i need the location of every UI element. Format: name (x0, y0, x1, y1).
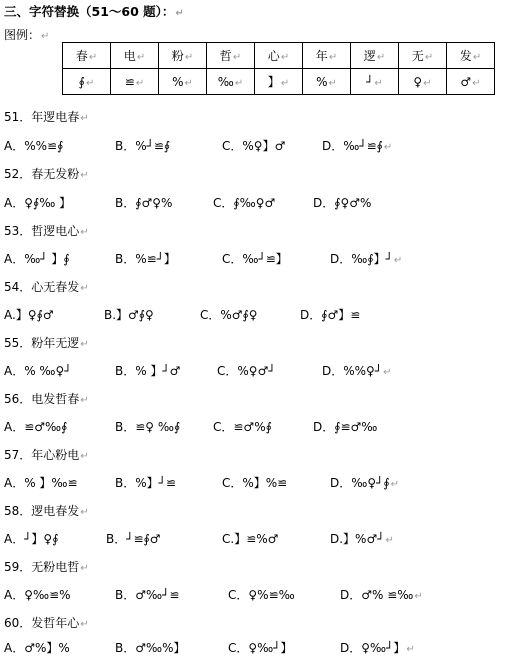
q57-option-b: B．%】┘≌ (115, 476, 176, 490)
section-title: 三、字符替换（51～60 题）：↵ (4, 4, 184, 19)
legend-char: 粉↵ (159, 43, 207, 69)
legend-symbol: ‰↵ (207, 69, 255, 95)
q52-option-d: D．∮♀♂% (313, 196, 372, 210)
q56-option-a: A．≌♂‰∮ (4, 420, 68, 434)
q53-option-a: A．‰┘ 】∮ (4, 252, 70, 266)
legend-symbol: %↵ (159, 69, 207, 95)
q59-option-b: B．♂‰┘≌ (115, 588, 180, 602)
legend-char: 无↵ (399, 43, 447, 69)
legend-char-row (63, 43, 495, 69)
q52-option-c: C．∮‰♀♂ (213, 196, 276, 210)
question-56-stem: 56．电发哲春↵ (4, 392, 89, 406)
legend-char: 逻↵ (351, 43, 399, 69)
q58-option-c: C.】≌%♂ (222, 532, 279, 546)
legend-symbol: ≌↵ (111, 69, 159, 95)
legend-char: 发↵ (447, 43, 495, 69)
q51-option-d: D．‰┘≌∮↵ (322, 139, 393, 153)
legend-char: 心↵ (255, 43, 303, 69)
question-59-stem: 59．无粉电哲↵ (4, 560, 89, 574)
legend-symbol: 】↵ (255, 69, 303, 95)
legend-char: 年↵ (303, 43, 351, 69)
q56-option-b: B．≌♀ ‰∮ (115, 420, 181, 434)
q55-option-d: D．%%♀┘↵ (322, 364, 392, 378)
q60-option-d: D．♀‰┘】↵ (340, 641, 415, 655)
question-60-stem: 60．发哲年心↵ (4, 616, 89, 630)
q54-option-b: B.】♂∮♀ (104, 308, 154, 322)
q58-option-b: B．┘≌∮♂ (106, 532, 161, 546)
q56-option-d: D．∮≌♂‰ (313, 420, 378, 434)
legend-char: 哲↵ (207, 43, 255, 69)
q55-option-a: A．% ‰♀┘ (4, 364, 72, 378)
q57-option-a: A．% 】‰≌ (4, 476, 78, 490)
q56-option-c: C．≌♂%∮ (213, 420, 272, 434)
question-51-stem: 51．年逻电春↵ (4, 110, 89, 124)
q59-option-c: C．♀%≌‰ (228, 588, 295, 602)
q51-option-c: C．%♀】♂ (222, 139, 286, 153)
q55-option-c: C．%♀♂┘ (217, 364, 276, 378)
legend-char: 电↵ (111, 43, 159, 69)
q52-option-a: A．♀∮‰ 】 (4, 196, 72, 210)
q60-option-c: C．♀‰┘】 (228, 641, 293, 655)
q51-option-a: A．%%≌∮ (4, 139, 64, 153)
legend-symbol-row (63, 69, 495, 95)
q60-option-b: B．♂‰%】 (115, 641, 186, 655)
q53-option-c: C．‰┘≌】 (222, 252, 288, 266)
q59-option-a: A．♀‰≌% (4, 588, 71, 602)
q57-option-c: C．%】%≌ (222, 476, 288, 490)
q54-option-c: C．%♂∮♀ (200, 308, 258, 322)
legend-label: 图例：↵ (4, 28, 50, 42)
q55-option-b: B．% 】┘♂ (115, 364, 181, 378)
legend-table (62, 42, 495, 95)
question-58-stem: 58．逻电春发↵ (4, 504, 89, 518)
q58-option-a: A．┘】♀∮ (4, 532, 59, 546)
q58-option-d: D.】%♂┘↵ (330, 532, 394, 546)
q57-option-d: D．‰♀┘∮↵ (330, 476, 399, 490)
legend-symbol: %↵ (303, 69, 351, 95)
q53-option-d: D．‰∮】┘↵ (330, 252, 403, 266)
q52-option-b: B．∮♂♀% (115, 196, 173, 210)
question-55-stem: 55．粉年无逻↵ (4, 336, 89, 350)
question-57-stem: 57．年心粉电↵ (4, 448, 89, 462)
q59-option-d: D．♂% ≌‰↵ (340, 588, 423, 602)
legend-symbol: ♀↵ (399, 69, 447, 95)
q54-option-a: A.】♀∮♂ (4, 308, 54, 322)
question-53-stem: 53．哲逻电心↵ (4, 224, 89, 238)
question-54-stem: 54．心无春发↵ (4, 280, 89, 294)
legend-char: 春↵ (63, 43, 111, 69)
q53-option-b: B．%≌┘】 (115, 252, 176, 266)
legend-symbol: ∮↵ (63, 69, 111, 95)
legend-symbol: ┘↵ (351, 69, 399, 95)
question-52-stem: 52．春无发粉↵ (4, 167, 89, 181)
legend-symbol: ♂↵ (447, 69, 495, 95)
q51-option-b: B．%┘≌∮ (115, 139, 171, 153)
q54-option-d: D．∮♂】≌ (300, 308, 361, 322)
q60-option-a: A．♂%】% (4, 641, 70, 655)
